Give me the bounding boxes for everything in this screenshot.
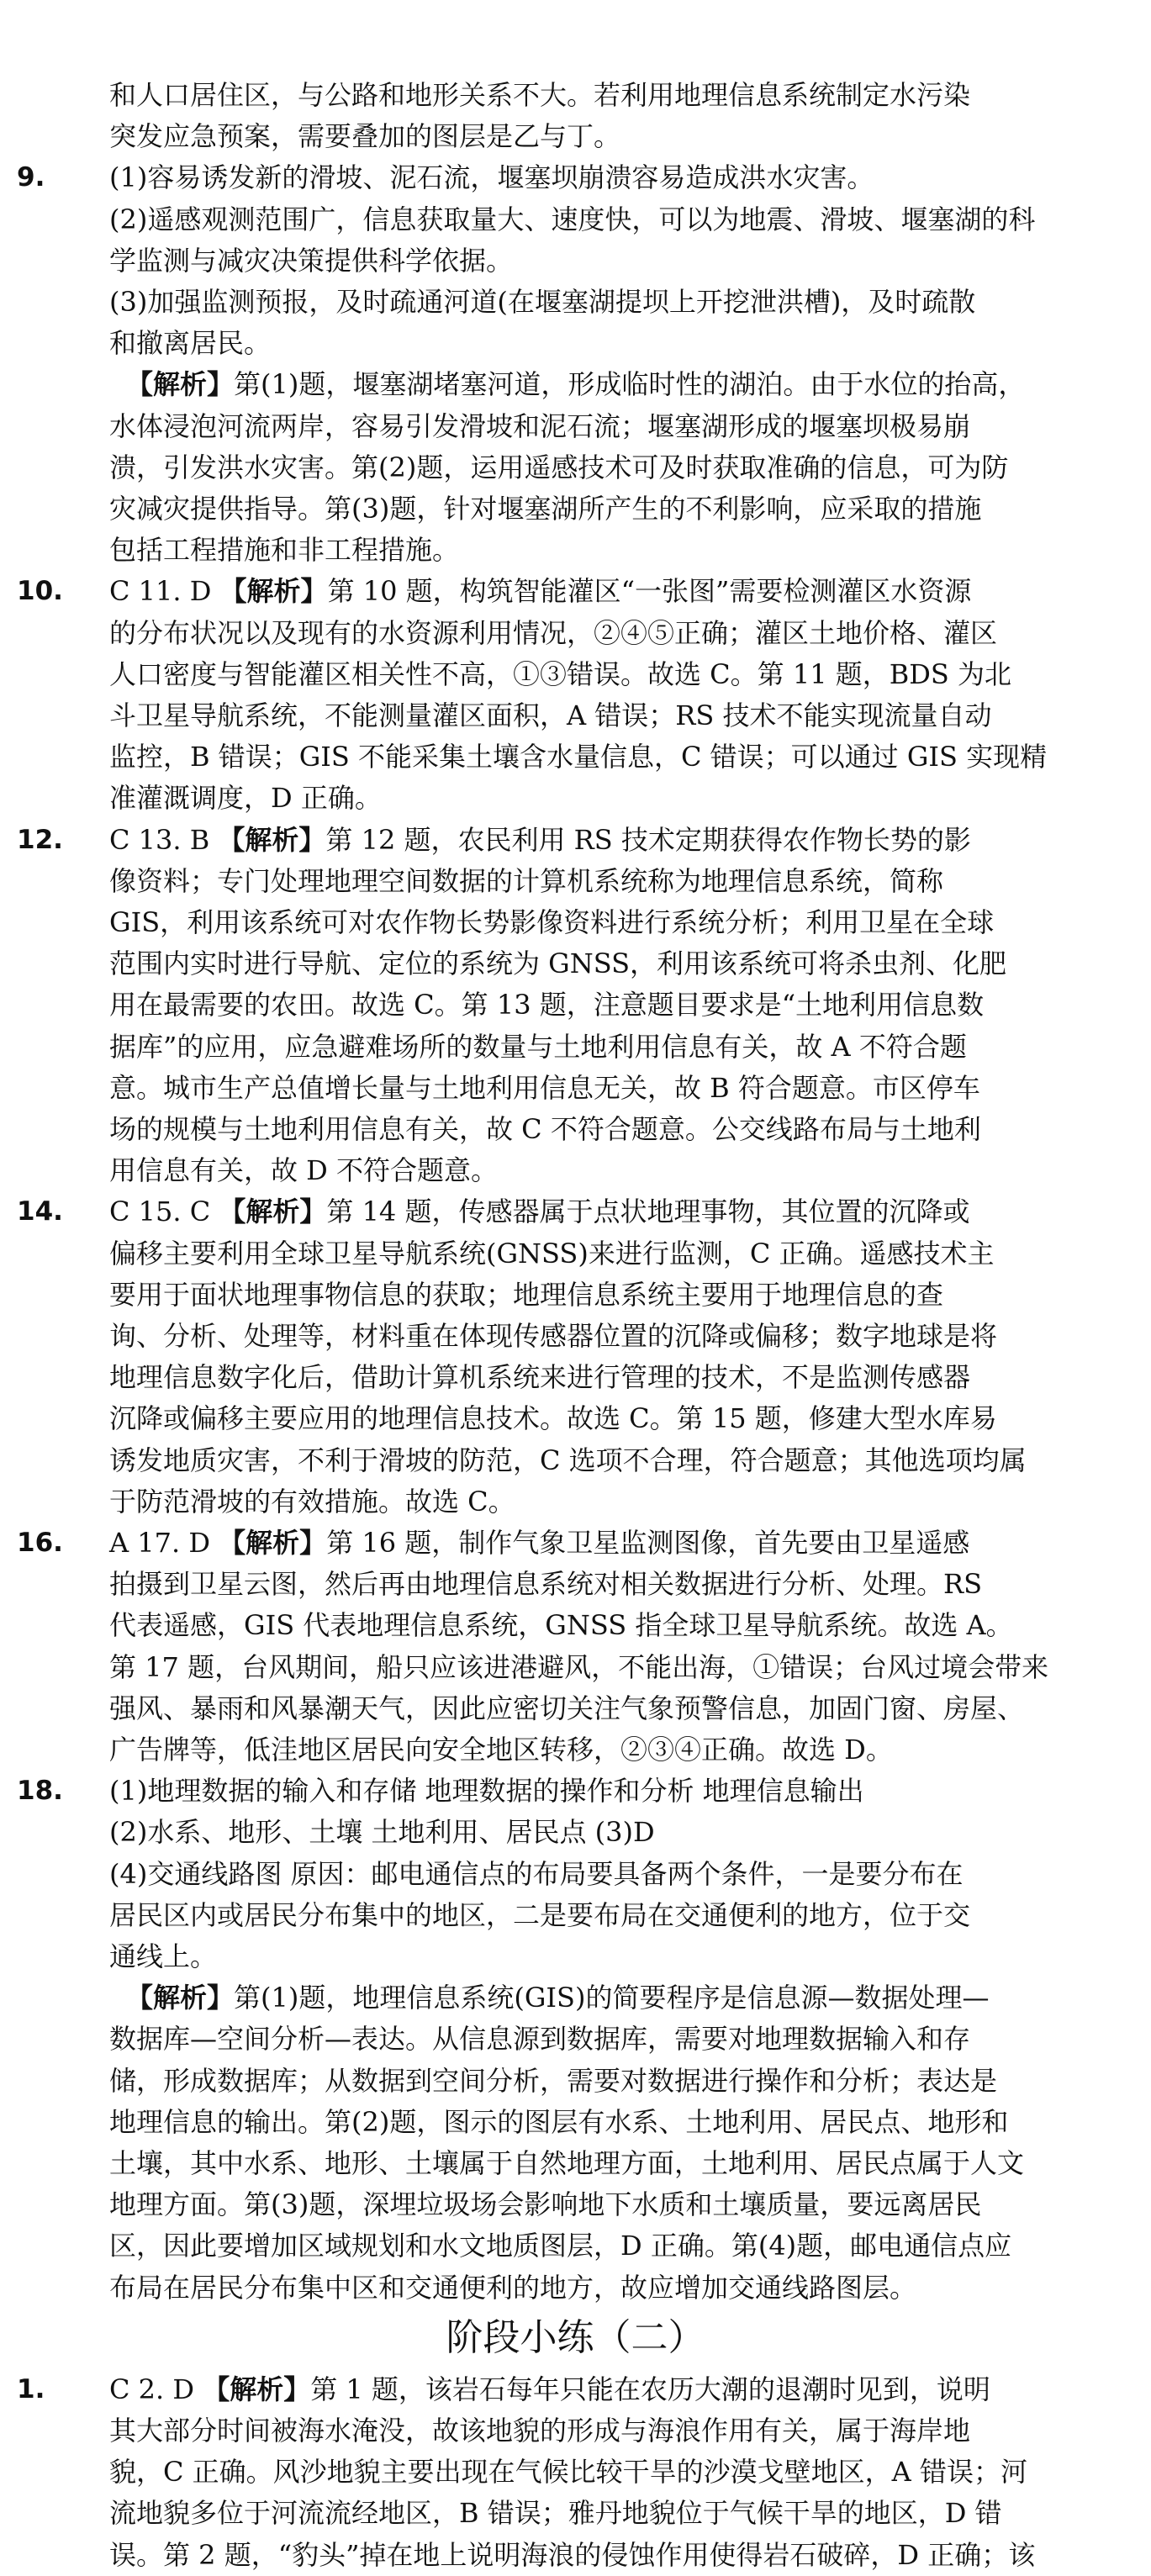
line-text <box>109 446 1008 488</box>
text-line <box>0 1894 1151 1936</box>
line-text <box>109 1770 864 1812</box>
body-text: (1)地理数据的输入和存储 地理数据的操作和分析 地理信息输出 <box>109 1775 864 1808</box>
body-text: 广告牌等，低洼地区居民向安全地区转移，②③④正确。故选 D。 <box>109 1734 893 1766</box>
body-text: 突发应急预案，需要叠加的图层是乙与丁。 <box>109 120 621 153</box>
analysis-tag: 【解析】 <box>218 823 326 856</box>
question-number: 16. <box>17 1528 63 1558</box>
text-line <box>0 819 1151 861</box>
text-line <box>0 2101 1151 2143</box>
body-text: 溃，引发洪水灾害。第(2)题，运用遥感技术可及时获取准确的信息，可为防 <box>109 451 1009 483</box>
body-text: 意。城市生产总值增长量与土地利用信息无关，故 B 符合题意。市区停车 <box>109 1071 980 1104</box>
text-line <box>0 446 1151 488</box>
text-line <box>0 2267 1151 2309</box>
line-text <box>109 1563 982 1605</box>
text-line <box>0 363 1151 405</box>
body-text: 的分布状况以及现有的水资源利用情况，②④⑤正确；灌区土地价格、灌区 <box>109 616 998 649</box>
section-title: 阶段小练（二） <box>446 2315 705 2359</box>
body-text: (1)容易诱发新的滑坡、泥石流，堰塞坝崩溃容易造成洪水灾害。 <box>109 161 874 194</box>
line-text <box>109 2018 970 2060</box>
line-text <box>109 1646 1048 1688</box>
text-line <box>0 2534 1151 2576</box>
body-text: (3)加强监测预报，及时疏通河道(在堰塞湖提坝上开挖泄洪槽)，及时疏散 <box>109 286 976 318</box>
body-text: 地理信息数字化后，借助计算机系统来进行管理的技术，不是监测传感器 <box>109 1361 971 1394</box>
text-line <box>0 1190 1151 1233</box>
text-line <box>0 736 1151 778</box>
body-text: 土壤，其中水系、地形、土壤属于自然地理方面，土地利用、居民点属于人文 <box>109 2147 1025 2179</box>
body-text: 像资料；专门处理地理空间数据的计算机系统称为地理信息系统，简称 <box>109 864 944 897</box>
text-line <box>0 1522 1151 1564</box>
line-text <box>109 1604 1013 1646</box>
text-line <box>0 1563 1151 1605</box>
text-line <box>0 777 1151 819</box>
text-line <box>0 198 1151 240</box>
body-text: 用在最需要的农田。故选 C。第 13 题，注意题目要求是“土地利用信息数 <box>109 989 985 1021</box>
line-text <box>109 1190 969 1233</box>
body-text: 偏移主要利用全球卫星导航系统(GNSS)来进行监测，C 正确。遥感技术主 <box>109 1237 995 1270</box>
line-text <box>109 736 1047 778</box>
text-line <box>0 1604 1151 1646</box>
question-number: 10. <box>17 576 63 607</box>
line-text <box>109 1935 217 1977</box>
body-text: 斗卫星导航系统，不能测量灌区面积，A 错误；RS 技术不能实现流量自动 <box>109 699 992 731</box>
line-text <box>109 1729 893 1771</box>
body-text: 通线上。 <box>109 1940 218 1972</box>
body-text: 代表遥感，GIS 代表地理信息系统，GNSS 指全球卫星导航系统。故选 A。 <box>109 1609 1013 1642</box>
line-text <box>109 1315 997 1357</box>
text-line <box>0 570 1151 612</box>
question-number: 14. <box>17 1196 63 1227</box>
question-number: 18. <box>17 1776 63 1807</box>
line-text <box>109 1233 994 1275</box>
text-line <box>0 2018 1151 2060</box>
line-text <box>109 1853 964 1895</box>
question-number: 12. <box>17 824 63 855</box>
body-text: 第 1 题，该岩石每年只能在农历大潮的退潮时见到，说明 <box>310 2373 990 2405</box>
answer-choices: C 15. C <box>109 1196 219 1228</box>
text-line <box>0 1935 1151 1977</box>
body-text: 场的规模与土地利用信息有关，故 C 不符合题意。公交线路布局与土地利 <box>109 1113 981 1145</box>
line-text <box>109 2101 1008 2143</box>
line-text <box>109 488 981 530</box>
body-text: 地理信息的输出。第(2)题，图示的图层有水系、土地利用、居民点、地形和 <box>109 2105 1009 2138</box>
line-text <box>109 860 943 902</box>
body-text: 第 16 题，制作气象卫星监测图像，首先要由卫星遥感 <box>326 1527 970 1559</box>
body-text: 和人口居住区，与公路和地形关系不大。若利用地理信息系统制定水污染 <box>109 79 971 111</box>
text-line <box>0 1770 1151 1812</box>
line-text <box>109 1149 498 1191</box>
body-text: 第 14 题，传感器属于点状地理事物，其位置的沉降或 <box>326 1196 970 1228</box>
body-text: 于防范滑坡的有效措施。故选 C。 <box>109 1485 515 1518</box>
line-text <box>109 570 971 612</box>
line-text <box>109 529 459 571</box>
text-line <box>0 2225 1151 2267</box>
body-text: (2)遥感观测范围广，信息获取量大、速度快，可以为地震、滑坡、堰塞湖的科 <box>109 203 1036 235</box>
body-text: 流地貌多位于河流流经地区，B 错误；雅丹地貌位于气候干旱的地区，D 错 <box>109 2497 1002 2530</box>
line-text <box>109 281 975 323</box>
text-line <box>0 405 1151 447</box>
line-text <box>126 1977 989 2019</box>
text-line <box>0 1853 1151 1895</box>
text-line <box>0 901 1151 943</box>
text-line <box>0 1233 1151 1275</box>
analysis-tag: 【解析】 <box>126 368 235 401</box>
answer-choices: A 17. D <box>109 1527 219 1559</box>
text-line <box>0 694 1151 736</box>
body-text: 和撤离居民。 <box>109 327 272 360</box>
analysis-tag: 【解析】 <box>219 575 328 608</box>
line-text <box>109 240 513 282</box>
analysis-tag: 【解析】 <box>126 1982 235 2014</box>
body-text: 数据库—空间分析—表达。从信息源到数据库，需要对地理数据输入和存 <box>109 2023 971 2056</box>
text-line <box>0 2142 1151 2184</box>
line-text <box>109 2060 997 2102</box>
text-line <box>0 2368 1151 2410</box>
line-text <box>109 984 984 1026</box>
text-line <box>0 1067 1151 1109</box>
line-text <box>109 1811 655 1853</box>
line-text <box>109 405 970 447</box>
line-text <box>109 1108 981 1150</box>
analysis-tag: 【解析】 <box>203 2373 311 2405</box>
body-text: 沉降或偏移主要应用的地理信息技术。故选 C。第 15 题，修建大型水库易 <box>109 1402 997 1435</box>
text-line <box>0 612 1151 654</box>
line-text <box>109 322 271 364</box>
body-text: 范围内实时进行导航、定位的系统为 GNSS，利用该系统可将杀虫剂、化肥 <box>109 948 1007 980</box>
text-line <box>0 1481 1151 1523</box>
line-text <box>109 819 971 861</box>
analysis-tag: 【解析】 <box>219 1527 327 1559</box>
line-text <box>109 2368 990 2410</box>
line-text <box>109 2492 1002 2534</box>
body-text: (4)交通线路图 原因：邮电通信点的布局要具备两个条件，一是要分布在 <box>109 1857 964 1890</box>
body-text: 第(1)题，地理信息系统(GIS)的简要程序是信息源—数据处理— <box>234 1982 990 2014</box>
analysis-tag: 【解析】 <box>219 1196 327 1228</box>
body-text: 貌，C 正确。风沙地貌主要出现在气候比较干旱的沙漠戈壁地区，A 错误；河 <box>109 2456 1027 2489</box>
text-line <box>0 1729 1151 1771</box>
body-text: 包括工程措施和非工程措施。 <box>109 534 460 567</box>
line-text <box>109 901 994 943</box>
body-text: 居民区内或居民分布集中的地区，二是要布局在交通便利的地方，位于交 <box>109 1898 971 1931</box>
line-text <box>109 2451 1027 2493</box>
question-number: 1. <box>17 2373 45 2404</box>
text-line <box>0 240 1151 282</box>
body-text: 人口密度与智能灌区相关性不高，①③错误。故选 C。第 11 题，BDS 为北 <box>109 657 1011 690</box>
body-text: 要用于面状地理事物信息的获取；地理信息系统主要用于地理信息的查 <box>109 1278 944 1311</box>
text-line <box>0 942 1151 984</box>
line-text <box>109 1026 967 1068</box>
line-text <box>109 777 382 819</box>
text-line <box>0 322 1151 364</box>
line-text <box>109 1522 969 1564</box>
text-line <box>0 1108 1151 1150</box>
text-line <box>0 1149 1151 1191</box>
line-text <box>109 2267 916 2309</box>
line-text <box>109 2534 1035 2576</box>
line-text <box>109 942 1006 984</box>
body-text: 第 12 题，农民利用 RS 技术定期获得农作物长势的影 <box>325 823 971 856</box>
text-line <box>0 2060 1151 2102</box>
body-text: 强风、暴雨和风暴潮天气，因此应密切关注气象预警信息，加固门窗、房屋、 <box>109 1692 1025 1724</box>
text-line <box>0 156 1151 198</box>
answer-choices: C 11. D <box>109 575 220 608</box>
text-line <box>0 281 1151 323</box>
body-text: (2)水系、地形、土壤 土地利用、居民点 (3)D <box>109 1816 655 1849</box>
text-line <box>0 1026 1151 1068</box>
line-text <box>109 2410 970 2452</box>
text-line <box>0 2492 1151 2534</box>
body-text: 灾减灾提供指导。第(3)题，针对堰塞湖所产生的不利影响，应采取的措施 <box>109 493 982 525</box>
text-line <box>0 1439 1151 1481</box>
body-text: 地理方面。第(3)题，深埋垃圾场会影响地下水质和土壤质量，要远离居民 <box>109 2188 982 2221</box>
text-line <box>0 1811 1151 1853</box>
text-line <box>0 860 1151 902</box>
line-text <box>109 2183 981 2225</box>
body-text: 第 17 题，台风期间，船只应该进港避风，不能出海，①错误；台风过境会带来 <box>109 1650 1049 1683</box>
answer-choices: C 2. D <box>109 2373 203 2405</box>
text-line <box>0 1977 1151 2019</box>
body-text: 用信息有关，故 D 不符合题意。 <box>109 1154 499 1187</box>
answer-choices: C 13. B <box>109 823 219 856</box>
line-text <box>109 1439 1027 1481</box>
line-text <box>109 1397 997 1439</box>
line-text <box>109 74 970 116</box>
text-line <box>0 1274 1151 1316</box>
body-text: 第(1)题，堰塞湖堵塞河道，形成临时性的湖泊。由于水位的抬高， <box>234 368 1026 401</box>
body-text: 学监测与减灾决策提供科学依据。 <box>109 244 514 277</box>
text-line <box>0 1397 1151 1439</box>
line-text <box>109 1687 1024 1729</box>
text-line <box>0 74 1151 116</box>
text-line <box>0 1356 1151 1398</box>
body-text: 其大部分时间被海水淹没，故该地貌的形成与海浪作用有关，属于海岸地 <box>109 2415 971 2447</box>
text-line <box>0 488 1151 530</box>
body-text: 准灌溉调度，D 正确。 <box>109 782 382 815</box>
line-text <box>109 1894 970 1936</box>
body-text: 监控，B 错误；GIS 不能采集土壤含水量信息，C 错误；可以通过 GIS 实现精 <box>109 741 1048 773</box>
line-text <box>109 156 874 198</box>
body-text: 误。第 2 题，“豹头”掉在地上说明海浪的侵蚀作用使得岩石破碎，D 正确；该 <box>109 2538 1036 2571</box>
line-text <box>109 1067 980 1109</box>
line-text <box>109 2225 1011 2267</box>
text-line <box>0 115 1151 157</box>
question-number: 9. <box>17 162 45 193</box>
text-line <box>0 653 1151 695</box>
body-text: 区，因此要增加区域规划和水文地质图层，D 正确。第(4)题，邮电通信点应 <box>109 2230 1012 2262</box>
body-text: GIS，利用该系统可对农作物长势影像资料进行系统分析；利用卫星在全球 <box>109 906 995 938</box>
line-text <box>109 653 1011 695</box>
text-line <box>0 529 1151 571</box>
text-line <box>0 2183 1151 2225</box>
body-text: 第 10 题，构筑智能灌区“一张图”需要检测灌区水资源 <box>327 575 972 608</box>
text-line <box>0 1687 1151 1729</box>
line-text <box>109 1481 515 1523</box>
text-line <box>0 2410 1151 2452</box>
line-text <box>109 2142 1024 2184</box>
line-text <box>109 1274 943 1316</box>
text-line <box>0 1315 1151 1357</box>
body-text: 诱发地质灾害，不利于滑坡的防范，C 选项不合理，符合题意；其他选项均属 <box>109 1444 1027 1476</box>
line-text <box>109 612 997 654</box>
line-text <box>109 115 620 157</box>
body-text: 据库”的应用，应急避难场所的数量与土地利用信息有关，故 A 不符合题 <box>109 1030 967 1063</box>
line-text <box>109 694 991 736</box>
text-line <box>0 2451 1151 2493</box>
body-text: 水体浸泡河流两岸，容易引发滑坡和泥石流；堰塞湖形成的堰塞坝极易崩 <box>109 409 971 442</box>
body-text: 询、分析、处理等，材料重在体现传感器位置的沉降或偏移；数字地球是将 <box>109 1320 998 1352</box>
line-text <box>126 363 1025 405</box>
line-text <box>109 1356 970 1398</box>
text-line <box>0 984 1151 1026</box>
body-text: 拍摄到卫星云图，然后再由地理信息系统对相关数据进行分析、处理。RS <box>109 1568 983 1601</box>
text-line <box>0 1646 1151 1688</box>
body-text: 储，形成数据库；从数据到空间分析，需要对数据进行操作和分析；表达是 <box>109 2064 998 2097</box>
line-text <box>109 198 1035 240</box>
body-text: 布局在居民分布集中区和交通便利的地方，故应增加交通线路图层。 <box>109 2271 917 2304</box>
